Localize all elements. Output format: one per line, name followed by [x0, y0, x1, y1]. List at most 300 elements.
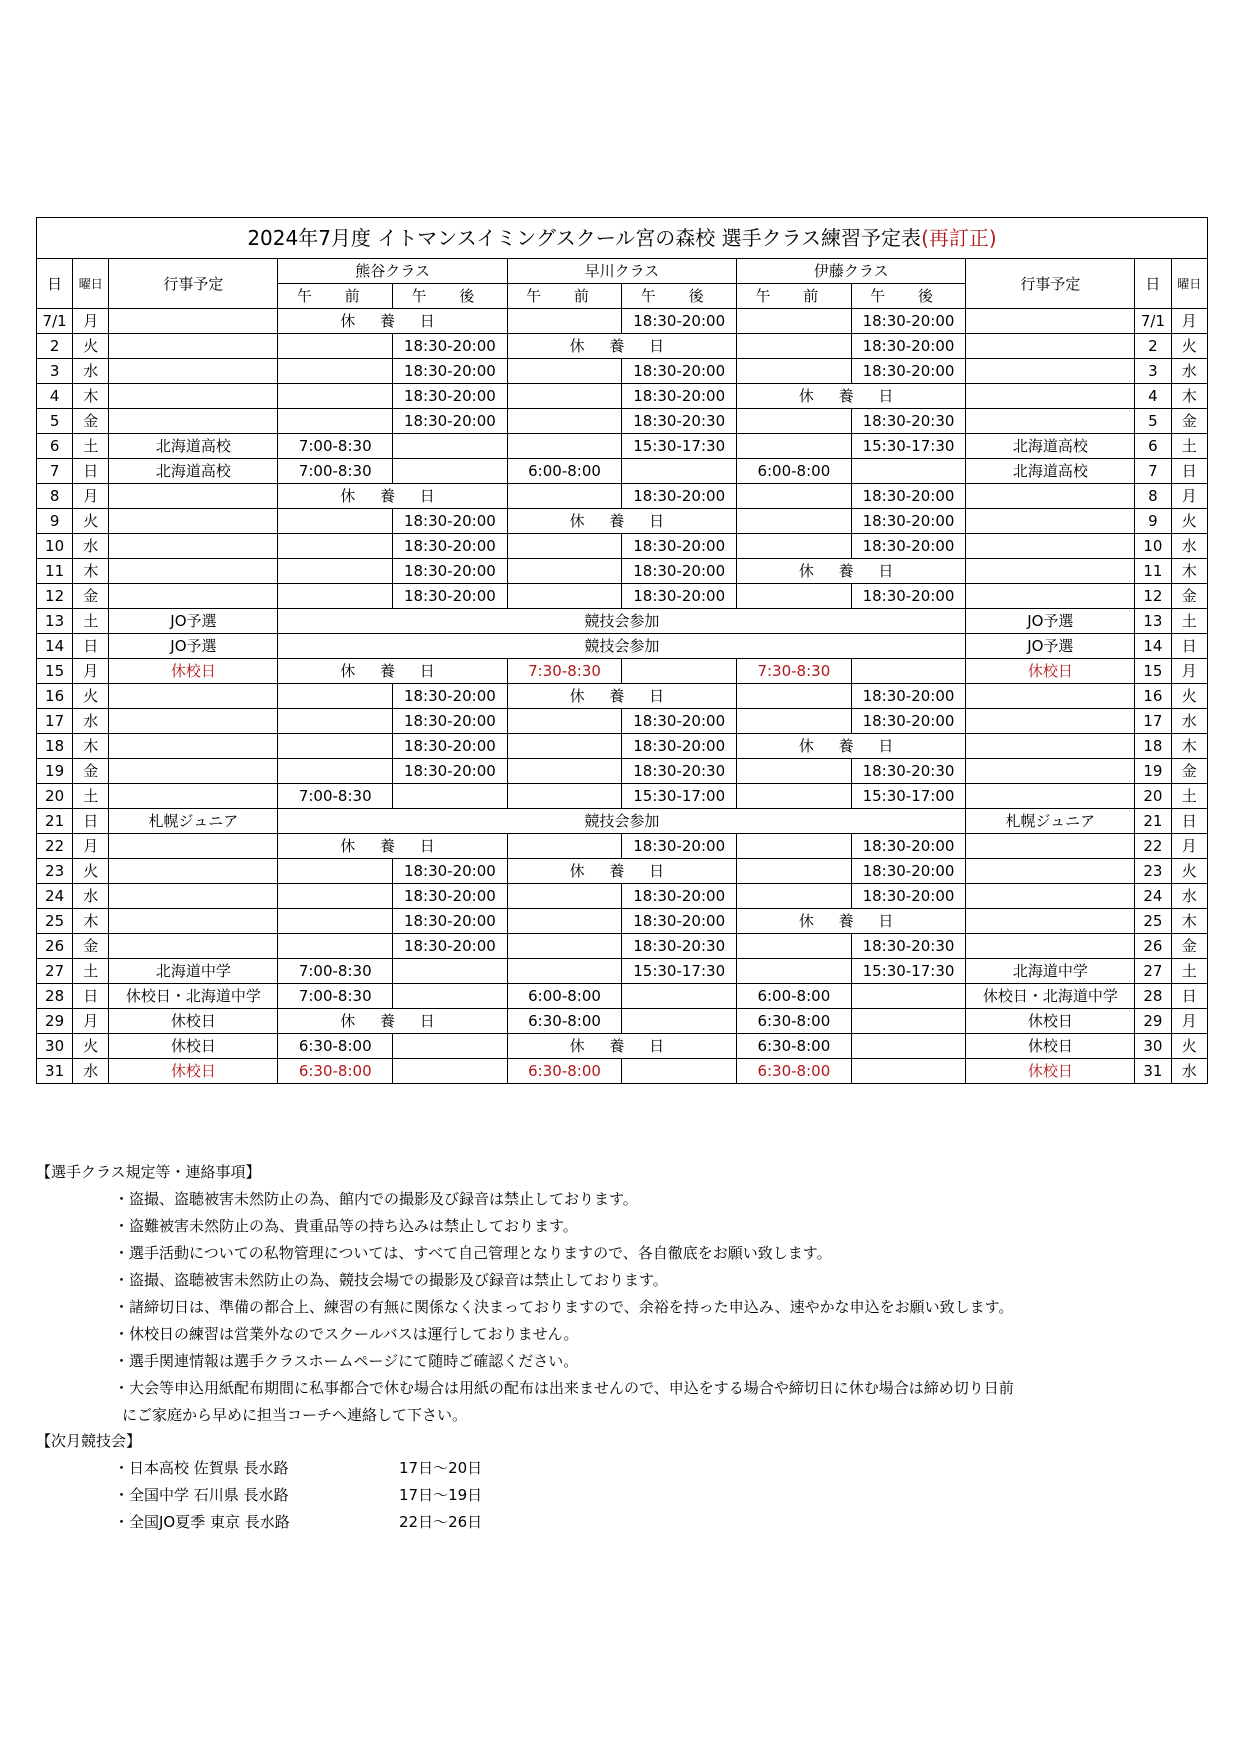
- time-pm-cell: 18:30-20:30: [851, 409, 966, 434]
- time-pm-cell: 15:30-17:30: [851, 434, 966, 459]
- header-class-hayakawa: 早川クラス: [507, 259, 736, 284]
- event-cell-right: [966, 709, 1135, 734]
- table-row: [37, 784, 1208, 809]
- time-pm-cell: 18:30-20:00: [393, 709, 508, 734]
- day-cell: 23: [37, 859, 73, 884]
- comps-heading: 【次月競技会】: [36, 1432, 142, 1450]
- day-cell: 28: [37, 984, 73, 1009]
- rest-day-cell: 休 養 日: [737, 559, 966, 584]
- header-pm: 午 後: [393, 284, 508, 309]
- time-am-cell: 6:30-8:00: [278, 1059, 393, 1084]
- weekday-cell-right: 月: [1171, 659, 1207, 684]
- weekday-cell-right: 月: [1171, 1009, 1207, 1034]
- day-cell: 19: [37, 759, 73, 784]
- time-pm-cell: 18:30-20:00: [851, 884, 966, 909]
- table-row: [37, 1059, 1208, 1084]
- event-cell: [109, 534, 278, 559]
- weekday-cell: 木: [73, 909, 109, 934]
- weekday-cell-right: 日: [1171, 459, 1207, 484]
- event-cell-right: JO予選: [966, 609, 1135, 634]
- table-row: [37, 334, 1208, 359]
- time-pm-cell: 18:30-20:00: [393, 509, 508, 534]
- weekday-cell-right: 金: [1171, 934, 1207, 959]
- weekday-cell-right: 水: [1171, 709, 1207, 734]
- event-cell-right: 休校日: [966, 1009, 1135, 1034]
- table-row: [37, 1009, 1208, 1034]
- table-row: [37, 834, 1208, 859]
- weekday-cell: 土: [73, 784, 109, 809]
- time-am-cell: [278, 909, 393, 934]
- time-pm-cell: 18:30-20:00: [622, 484, 737, 509]
- day-cell-right: 8: [1135, 484, 1171, 509]
- time-am-cell: 6:00-8:00: [507, 984, 622, 1009]
- time-pm-cell: 15:30-17:00: [622, 784, 737, 809]
- header-class-ito: 伊藤クラス: [737, 259, 966, 284]
- time-pm-cell: 18:30-20:00: [851, 584, 966, 609]
- time-am-cell: [737, 334, 852, 359]
- event-cell-right: [966, 509, 1135, 534]
- weekday-cell: 月: [73, 1009, 109, 1034]
- day-cell: 9: [37, 509, 73, 534]
- day-cell: 7: [37, 459, 73, 484]
- time-am-cell: [507, 584, 622, 609]
- note-item: ・盗難被害未然防止の為、貴重品等の持ち込みは禁止しております。: [114, 1217, 578, 1235]
- weekday-cell-right: 金: [1171, 409, 1207, 434]
- event-cell-right: [966, 834, 1135, 859]
- weekday-cell: 土: [73, 959, 109, 984]
- event-cell-right: [966, 909, 1135, 934]
- time-pm-cell: 18:30-20:00: [393, 759, 508, 784]
- rest-day-cell: 休 養 日: [737, 909, 966, 934]
- event-cell: 北海道高校: [109, 459, 278, 484]
- time-pm-cell: 18:30-20:00: [622, 834, 737, 859]
- day-cell-right: 18: [1135, 734, 1171, 759]
- time-am-cell: [507, 534, 622, 559]
- weekday-cell: 火: [73, 859, 109, 884]
- event-cell: 休校日: [109, 1034, 278, 1059]
- time-am-cell: 7:00-8:30: [278, 959, 393, 984]
- event-cell-right: 札幌ジュニア: [966, 809, 1135, 834]
- time-am-cell: 7:00-8:30: [278, 434, 393, 459]
- time-am-cell: [507, 484, 622, 509]
- day-cell: 17: [37, 709, 73, 734]
- weekday-cell-right: 水: [1171, 1059, 1207, 1084]
- weekday-cell: 木: [73, 559, 109, 584]
- day-cell-right: 9: [1135, 509, 1171, 534]
- time-am-cell: [737, 409, 852, 434]
- weekday-cell: 水: [73, 534, 109, 559]
- time-pm-cell: 15:30-17:30: [622, 959, 737, 984]
- notes-list: [36, 1186, 1208, 1402]
- time-am-cell: 6:30-8:00: [737, 1034, 852, 1059]
- event-cell-right: [966, 684, 1135, 709]
- header-am: 午 前: [507, 284, 622, 309]
- day-cell-right: 24: [1135, 884, 1171, 909]
- rest-day-cell: 休 養 日: [507, 334, 736, 359]
- competition-name: ・全国中学 石川県 長水路: [114, 1486, 289, 1504]
- note-item: ・大会等申込用紙配布期間に私事都合で休む場合は用紙の配布は出来ませんので、申込をする場合や締切日に休む場合は締め切り日前: [114, 1379, 1014, 1397]
- event-cell-right: [966, 309, 1135, 334]
- time-pm-cell: 18:30-20:00: [622, 309, 737, 334]
- time-am-cell: [737, 309, 852, 334]
- day-cell-right: 13: [1135, 609, 1171, 634]
- table-row: [37, 809, 1208, 834]
- weekday-cell-right: 日: [1171, 634, 1207, 659]
- time-pm-cell: 18:30-20:00: [622, 359, 737, 384]
- weekday-cell-right: 木: [1171, 734, 1207, 759]
- weekday-cell: 火: [73, 334, 109, 359]
- weekday-cell: 日: [73, 984, 109, 1009]
- day-cell-right: 30: [1135, 1034, 1171, 1059]
- time-am-cell: 6:00-8:00: [737, 459, 852, 484]
- time-am-cell: 6:00-8:00: [507, 459, 622, 484]
- time-am-cell: [737, 759, 852, 784]
- day-cell: 3: [37, 359, 73, 384]
- weekday-cell: 金: [73, 409, 109, 434]
- weekday-cell-right: 土: [1171, 784, 1207, 809]
- day-cell-right: 22: [1135, 834, 1171, 859]
- day-cell: 10: [37, 534, 73, 559]
- event-cell-right: [966, 884, 1135, 909]
- notes-heading: 【選手クラス規定等・連絡事項】: [36, 1163, 261, 1181]
- time-pm-cell: 18:30-20:00: [393, 534, 508, 559]
- note-item: ・選手活動についての私物管理については、すべて自己管理となりますので、各自徹底をお願い致します。: [114, 1244, 832, 1262]
- weekday-cell: 金: [73, 934, 109, 959]
- time-am-cell: [507, 434, 622, 459]
- event-cell: [109, 484, 278, 509]
- table-row: [37, 484, 1208, 509]
- time-pm-cell: [622, 459, 737, 484]
- time-pm-cell: 18:30-20:00: [622, 384, 737, 409]
- event-cell-right: 休校日: [966, 659, 1135, 684]
- time-am-cell: [278, 709, 393, 734]
- rest-day-cell: 休 養 日: [507, 1034, 736, 1059]
- day-cell: 31: [37, 1059, 73, 1084]
- time-pm-cell: 18:30-20:00: [851, 359, 966, 384]
- time-am-cell: 6:00-8:00: [737, 984, 852, 1009]
- event-cell-right: [966, 559, 1135, 584]
- time-pm-cell: 18:30-20:30: [622, 934, 737, 959]
- time-pm-cell: [622, 1009, 737, 1034]
- time-pm-cell: 18:30-20:00: [393, 409, 508, 434]
- day-cell-right: 28: [1135, 984, 1171, 1009]
- rest-day-cell: 休 養 日: [737, 384, 966, 409]
- weekday-cell: 火: [73, 1034, 109, 1059]
- time-pm-cell: [851, 1059, 966, 1084]
- title-text: 2024年7月度 イトマンスイミングスクール宮の森校 選手クラス練習予定表: [247, 226, 922, 250]
- time-am-cell: [278, 509, 393, 534]
- event-cell: 札幌ジュニア: [109, 809, 278, 834]
- time-pm-cell: 18:30-20:00: [851, 859, 966, 884]
- event-cell: [109, 859, 278, 884]
- time-am-cell: [737, 684, 852, 709]
- competition-cell: 競技会参加: [278, 609, 966, 634]
- time-am-cell: [507, 884, 622, 909]
- time-am-cell: [278, 884, 393, 909]
- event-cell-right: [966, 534, 1135, 559]
- event-cell: 休校日: [109, 659, 278, 684]
- event-cell: 北海道中学: [109, 959, 278, 984]
- competition-dates: 17日～19日: [399, 1486, 483, 1504]
- time-pm-cell: [393, 984, 508, 1009]
- time-pm-cell: 18:30-20:00: [622, 534, 737, 559]
- table-row: [37, 459, 1208, 484]
- time-pm-cell: 15:30-17:30: [622, 434, 737, 459]
- time-am-cell: [737, 359, 852, 384]
- note-item: ・諸締切日は、準備の都合上、練習の有無に関係なく決まっておりますので、余裕を持った申込み、速やかな申込をお願い致します。: [114, 1298, 1014, 1316]
- event-cell: 休校日・北海道中学: [109, 984, 278, 1009]
- time-am-cell: [737, 584, 852, 609]
- weekday-cell-right: 水: [1171, 884, 1207, 909]
- event-cell-right: [966, 759, 1135, 784]
- event-cell-right: [966, 359, 1135, 384]
- time-pm-cell: 18:30-20:00: [393, 559, 508, 584]
- table-row: [37, 584, 1208, 609]
- day-cell-right: 7: [1135, 459, 1171, 484]
- weekday-cell-right: 日: [1171, 984, 1207, 1009]
- time-am-cell: [507, 959, 622, 984]
- day-cell: 27: [37, 959, 73, 984]
- competition-name: ・日本高校 佐賀県 長水路: [114, 1459, 289, 1477]
- time-am-cell: [507, 359, 622, 384]
- time-pm-cell: 18:30-20:00: [393, 584, 508, 609]
- table-row: [37, 609, 1208, 634]
- day-cell: 5: [37, 409, 73, 434]
- time-am-cell: [737, 484, 852, 509]
- event-cell-right: [966, 384, 1135, 409]
- event-cell-right: 北海道中学: [966, 959, 1135, 984]
- event-cell: [109, 734, 278, 759]
- time-am-cell: [507, 384, 622, 409]
- header-pm: 午 後: [622, 284, 737, 309]
- day-cell-right: 19: [1135, 759, 1171, 784]
- event-cell-right: [966, 409, 1135, 434]
- event-cell: JO予選: [109, 634, 278, 659]
- time-am-cell: [507, 559, 622, 584]
- event-cell-right: JO予選: [966, 634, 1135, 659]
- page-title: [37, 218, 1208, 259]
- note-item: ・盗撮、盗聴被害未然防止の為、館内での撮影及び録音は禁止しております。: [114, 1190, 638, 1208]
- day-cell-right: 27: [1135, 959, 1171, 984]
- day-cell-right: 3: [1135, 359, 1171, 384]
- day-cell: 13: [37, 609, 73, 634]
- rest-day-cell: 休 養 日: [278, 659, 507, 684]
- event-cell: [109, 709, 278, 734]
- time-pm-cell: 18:30-20:00: [622, 709, 737, 734]
- day-cell: 25: [37, 909, 73, 934]
- competition-item: [36, 1482, 736, 1509]
- day-cell: 6: [37, 434, 73, 459]
- time-pm-cell: [851, 1009, 966, 1034]
- weekday-cell-right: 木: [1171, 909, 1207, 934]
- event-cell: [109, 334, 278, 359]
- weekday-cell: 火: [73, 509, 109, 534]
- day-cell-right: 15: [1135, 659, 1171, 684]
- schedule-table: [36, 217, 1208, 1084]
- time-pm-cell: 18:30-20:00: [851, 684, 966, 709]
- weekday-cell: 水: [73, 709, 109, 734]
- time-am-cell: [507, 309, 622, 334]
- weekday-cell: 金: [73, 759, 109, 784]
- weekday-cell: 火: [73, 684, 109, 709]
- weekday-cell-right: 火: [1171, 684, 1207, 709]
- event-cell: [109, 834, 278, 859]
- weekday-cell: 月: [73, 484, 109, 509]
- note-item: ・休校日の練習は営業外なのでスクールバスは運行しておりません。: [114, 1325, 579, 1343]
- time-pm-cell: 18:30-20:00: [851, 709, 966, 734]
- time-am-cell: [737, 884, 852, 909]
- time-pm-cell: 18:30-20:00: [851, 534, 966, 559]
- time-am-cell: [278, 559, 393, 584]
- table-row: [37, 409, 1208, 434]
- header-pm: 午 後: [851, 284, 966, 309]
- time-am-cell: 7:00-8:30: [278, 984, 393, 1009]
- time-pm-cell: 18:30-20:00: [393, 684, 508, 709]
- time-pm-cell: [393, 784, 508, 809]
- time-pm-cell: 18:30-20:30: [622, 759, 737, 784]
- table-row: [37, 709, 1208, 734]
- day-cell-right: 23: [1135, 859, 1171, 884]
- table-row: [37, 859, 1208, 884]
- competition-item: [36, 1455, 736, 1482]
- time-pm-cell: [393, 959, 508, 984]
- day-cell-right: 11: [1135, 559, 1171, 584]
- weekday-cell: 日: [73, 459, 109, 484]
- table-row: [37, 1034, 1208, 1059]
- time-am-cell: [278, 859, 393, 884]
- day-cell-right: 6: [1135, 434, 1171, 459]
- time-am-cell: 6:30-8:00: [737, 1009, 852, 1034]
- time-am-cell: 7:30-8:30: [507, 659, 622, 684]
- event-cell-right: 休校日: [966, 1034, 1135, 1059]
- day-cell-right: 17: [1135, 709, 1171, 734]
- table-row: [37, 734, 1208, 759]
- time-pm-cell: [393, 459, 508, 484]
- event-cell-right: 北海道高校: [966, 434, 1135, 459]
- event-cell: [109, 584, 278, 609]
- competition-cell: 競技会参加: [278, 809, 966, 834]
- time-am-cell: [737, 934, 852, 959]
- table-row: [37, 384, 1208, 409]
- day-cell: 8: [37, 484, 73, 509]
- weekday-cell: 土: [73, 434, 109, 459]
- note-item: ・盗撮、盗聴被害未然防止の為、競技会場での撮影及び録音は禁止しております。: [114, 1271, 668, 1289]
- time-pm-cell: 15:30-17:00: [851, 784, 966, 809]
- time-pm-cell: [393, 434, 508, 459]
- weekday-cell: 月: [73, 834, 109, 859]
- time-am-cell: 7:00-8:30: [278, 459, 393, 484]
- event-cell-right: [966, 784, 1135, 809]
- weekday-cell-right: 土: [1171, 609, 1207, 634]
- time-pm-cell: 18:30-20:00: [851, 484, 966, 509]
- day-cell: 30: [37, 1034, 73, 1059]
- event-cell: 北海道高校: [109, 434, 278, 459]
- time-pm-cell: 18:30-20:00: [393, 859, 508, 884]
- day-cell-right: 31: [1135, 1059, 1171, 1084]
- time-pm-cell: 18:30-20:00: [851, 834, 966, 859]
- time-am-cell: [737, 534, 852, 559]
- time-am-cell: 6:30-8:00: [507, 1059, 622, 1084]
- event-cell-right: [966, 734, 1135, 759]
- event-cell: [109, 509, 278, 534]
- weekday-cell-right: 火: [1171, 1034, 1207, 1059]
- event-cell: JO予選: [109, 609, 278, 634]
- time-pm-cell: 18:30-20:00: [851, 509, 966, 534]
- header-weekday-right: 曜日: [1171, 259, 1207, 309]
- day-cell-right: 21: [1135, 809, 1171, 834]
- time-pm-cell: 18:30-20:00: [622, 559, 737, 584]
- time-pm-cell: [851, 984, 966, 1009]
- header-am: 午 前: [737, 284, 852, 309]
- day-cell-right: 10: [1135, 534, 1171, 559]
- time-pm-cell: 18:30-20:00: [622, 584, 737, 609]
- weekday-cell-right: 土: [1171, 434, 1207, 459]
- header-am: 午 前: [278, 284, 393, 309]
- event-cell-right: 休校日: [966, 1059, 1135, 1084]
- time-am-cell: [507, 759, 622, 784]
- rest-day-cell: 休 養 日: [737, 734, 966, 759]
- time-pm-cell: [393, 1059, 508, 1084]
- day-cell-right: 29: [1135, 1009, 1171, 1034]
- day-cell: 12: [37, 584, 73, 609]
- time-am-cell: [507, 734, 622, 759]
- table-row: [37, 984, 1208, 1009]
- time-pm-cell: [851, 659, 966, 684]
- time-am-cell: [737, 959, 852, 984]
- weekday-cell-right: 火: [1171, 859, 1207, 884]
- time-pm-cell: 18:30-20:00: [851, 309, 966, 334]
- time-pm-cell: 18:30-20:00: [393, 359, 508, 384]
- day-cell: 29: [37, 1009, 73, 1034]
- time-am-cell: [278, 334, 393, 359]
- weekday-cell-right: 土: [1171, 959, 1207, 984]
- day-cell: 7/1: [37, 309, 73, 334]
- note-item: ・選手関連情報は選手クラスホームページにて随時ご確認ください。: [114, 1352, 579, 1370]
- table-row: [37, 684, 1208, 709]
- weekday-cell: 日: [73, 809, 109, 834]
- time-pm-cell: 18:30-20:00: [393, 384, 508, 409]
- header-events-left: 行事予定: [109, 259, 278, 309]
- day-cell-right: 25: [1135, 909, 1171, 934]
- time-pm-cell: 18:30-20:00: [622, 734, 737, 759]
- weekday-cell: 水: [73, 884, 109, 909]
- weekday-cell-right: 月: [1171, 309, 1207, 334]
- notes-continuation: にご家庭から早めに担当コーチへ連絡して下さい。: [122, 1406, 468, 1424]
- competition-name: ・全国JO夏季 東京 長水路: [114, 1513, 290, 1531]
- weekday-cell: 水: [73, 359, 109, 384]
- event-cell: [109, 934, 278, 959]
- weekday-cell-right: 金: [1171, 759, 1207, 784]
- event-cell: [109, 559, 278, 584]
- table-row: [37, 959, 1208, 984]
- weekday-cell-right: 金: [1171, 584, 1207, 609]
- weekday-cell-right: 水: [1171, 359, 1207, 384]
- weekday-cell-right: 水: [1171, 534, 1207, 559]
- time-pm-cell: 18:30-20:00: [393, 884, 508, 909]
- header-class-kumagai: 熊谷クラス: [278, 259, 507, 284]
- time-am-cell: [737, 859, 852, 884]
- time-pm-cell: 15:30-17:30: [851, 959, 966, 984]
- table-row: [37, 534, 1208, 559]
- competition-cell: 競技会参加: [278, 634, 966, 659]
- day-cell-right: 4: [1135, 384, 1171, 409]
- time-am-cell: [278, 409, 393, 434]
- schedule-sheet: [36, 217, 1208, 1084]
- time-am-cell: [278, 759, 393, 784]
- time-am-cell: [507, 409, 622, 434]
- time-pm-cell: 18:30-20:00: [851, 334, 966, 359]
- table-row: [37, 509, 1208, 534]
